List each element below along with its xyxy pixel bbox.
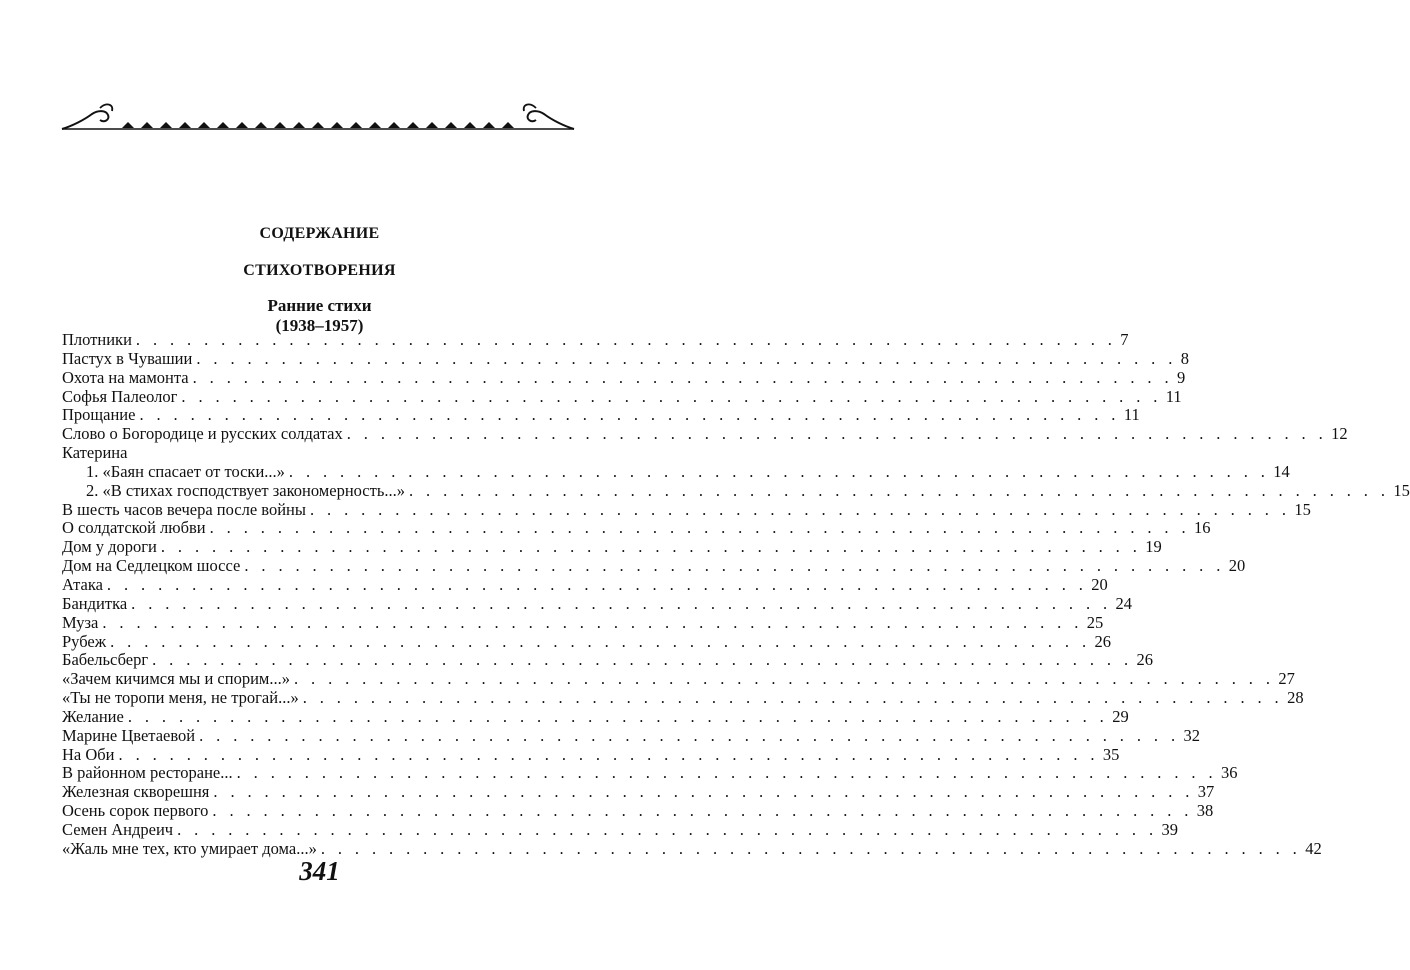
toc-entry[interactable]: «Зачем кичимся мы и спорим...» . . . . . . . . . . . . . . . . . . . . . . . . . . . . . . . . . . . . . . . . . . . . . . . . . . . . . . . . . . 27 (62, 669, 1295, 689)
toc-entry-title: Рубеж (62, 631, 107, 651)
toc-entry-title: 1. «Баян спасает от тоски...» (86, 461, 285, 481)
toc-entry-title: Бабельсберг (62, 650, 149, 670)
toc-entry-page: 25 (1086, 612, 1104, 632)
toc-entry-page: 26 (1094, 631, 1111, 651)
toc-entry-title: Слово о Богородице и русских солдатах (62, 424, 343, 444)
toc-entry[interactable]: «Жаль мне тех, кто умирает дома...» . . . . . . . . . . . . . . . . . . . . . . . . . . . . . . . . . . . . . . . . . . . . . . . . . . . . . . . . . . 42 (62, 838, 1322, 858)
ornament-divider (62, 100, 574, 136)
toc-entry[interactable]: 1. «Баян спасает от тоски...» . . . . . . . . . . . . . . . . . . . . . . . . . . . . . . . . . . . . . . . . . . . . . . . . . . . . . . . . . . 14 (62, 463, 534, 482)
toc-entry-page: 20 (1228, 556, 1246, 576)
toc-entry-title: Катерина (62, 443, 128, 463)
toc-entry-title: 2. «В стихах господствует закономерность...» (86, 480, 405, 500)
toc-entry[interactable]: 2. «В стихах господствует закономерность...» . . . . . . . . . . . . . . . . . . . . . . . . . . . . . . . . . . . . . . . . . . . . . . . . . . . . . . . . . . 15 (62, 482, 534, 501)
toc-entry[interactable]: Осень сорок первого . . . . . . . . . . . . . . . . . . . . . . . . . . . . . . . . . . . . . . . . . . . . . . . . . . . . . . . . . . 38 (62, 801, 1214, 821)
toc-entry-title: Атака (62, 574, 103, 594)
toc-entry[interactable]: Дом у дороги . . . . . . . . . . . . . . . . . . . . . . . . . . . . . . . . . . . . . . . . . . . . . . . . . . . . . . . . . . 19 (62, 537, 1162, 557)
toc-entry[interactable]: Пастух в Чувашии . . . . . . . . . . . . . . . . . . . . . . . . . . . . . . . . . . . . . . . . . . . . . . . . . . . . . . . . . . 8 (62, 348, 1189, 368)
toc-entry-title: «Зачем кичимся мы и спорим...» (62, 669, 290, 689)
subsection-title: Ранние стихи (267, 296, 372, 315)
toc-entry-page: 42 (1305, 838, 1322, 858)
toc-entry-title: Софья Палеолог (62, 386, 178, 406)
toc-entry-title: Прощание (62, 405, 136, 425)
toc-entry[interactable]: Муза . . . . . . . . . . . . . . . . . . . . . . . . . . . . . . . . . . . . . . . . . . . . . . . . . . . . . . . . . . 25 (62, 612, 1104, 632)
toc-group-heading (62, 444, 534, 463)
page-number: 341 (299, 856, 340, 886)
toc-entry[interactable]: Софья Палеолог . . . . . . . . . . . . . . . . . . . . . . . . . . . . . . . . . . . . . . . . . . . . . . . . . . . . . . . . . . 11 (62, 386, 1182, 406)
toc-entry-page: 15 (1393, 480, 1410, 500)
toc-entry-page: 14 (1273, 461, 1290, 481)
toc-entry-page: 7 (1120, 330, 1129, 349)
toc-entry[interactable]: «Ты не торопи меня, не трогай...» . . . . . . . . . . . . . . . . . . . . . . . . . . . . . . . . . . . . . . . . . . . . . . . . . . . . . . . . . . 28 (62, 688, 1304, 708)
toc-entry-title: Желание (62, 706, 124, 726)
toc-entry[interactable]: Марине Цветаевой . . . . . . . . . . . . . . . . . . . . . . . . . . . . . . . . . . . . . . . . . . . . . . . . . . . . . . . . . . 32 (62, 725, 1200, 745)
toc-entry-page: 24 (1115, 593, 1133, 613)
toc-entry-page: 19 (1145, 537, 1162, 557)
toc-entry-page: 20 (1091, 574, 1108, 594)
toc-entry-title: В шесть часов вечера после войны (62, 499, 306, 519)
toc-entry-page: 26 (1136, 650, 1153, 670)
toc-entry[interactable]: В шесть часов вечера после войны . . . . . . . . . . . . . . . . . . . . . . . . . . . . . . . . . . . . . . . . . . . . . . . . . . . . . . . . . . 15 (62, 499, 1311, 519)
toc-entry[interactable]: Желание . . . . . . . . . . . . . . . . . . . . . . . . . . . . . . . . . . . . . . . . . . . . . . . . . . . . . . . . . . 29 (62, 706, 1129, 726)
toc-entry-page: 11 (1165, 386, 1182, 406)
section-heading: СТИХОТВОРЕНИЯ (243, 262, 396, 279)
toc-entry-page: 15 (1294, 499, 1311, 519)
toc-list (62, 330, 1410, 859)
toc-entry-title: В районном ресторане... (62, 763, 233, 783)
toc-entry-title: Муза (62, 612, 99, 632)
toc-entry[interactable]: Бабельсберг . . . . . . . . . . . . . . . . . . . . . . . . . . . . . . . . . . . . . . . . . . . . . . . . . . . . . . . . . . 26 (62, 650, 1153, 670)
toc-entry[interactable]: Прощание . . . . . . . . . . . . . . . . . . . . . . . . . . . . . . . . . . . . . . . . . . . . . . . . . . . . . . . . . . 11 (62, 405, 1140, 425)
toc-entry-title: Семен Андреич (62, 819, 174, 839)
toc-entry-page: 39 (1161, 819, 1178, 839)
toc-entry-page: 32 (1183, 725, 1200, 745)
toc-entry-title: О солдатской любви (62, 518, 206, 538)
toc-entry[interactable]: Атака . . . . . . . . . . . . . . . . . . . . . . . . . . . . . . . . . . . . . . . . . . . . . . . . . . . . . . . . . . 20 (62, 574, 1108, 594)
toc-entry-title: Бандитка (62, 593, 128, 613)
toc-entry-title: «Жаль мне тех, кто умирает дома...» (62, 838, 317, 858)
toc-entry-page: 36 (1220, 763, 1238, 783)
toc-entry-page: 8 (1180, 348, 1189, 368)
toc-entry-page: 16 (1194, 518, 1211, 538)
toc-entry[interactable]: Охота на мамонта . . . . . . . . . . . . . . . . . . . . . . . . . . . . . . . . . . . . . . . . . . . . . . . . . . . . . . . . . . 9 (62, 367, 1186, 387)
toc-entry-page: 38 (1196, 801, 1214, 821)
toc-entry-page: 35 (1102, 744, 1120, 764)
toc-entry-title: Охота на мамонта (62, 367, 189, 387)
toc-entry-page: 9 (1177, 367, 1186, 387)
toc-entry-title: Дом у дороги (62, 537, 157, 557)
toc-entry-title: Плотники (62, 330, 132, 349)
toc-entry-title: Железная скворешня (62, 782, 210, 802)
toc-entry-title: На Оби (62, 744, 115, 764)
toc-entry-page: 11 (1123, 405, 1140, 425)
toc-entry-page: 27 (1278, 669, 1295, 689)
toc-entry-page: 28 (1287, 688, 1304, 708)
toc-entry[interactable]: О солдатской любви . . . . . . . . . . . . . . . . . . . . . . . . . . . . . . . . . . . . . . . . . . . . . . . . . . . . . . . . . . 16 (62, 518, 1211, 538)
toc-entry-page: 29 (1112, 706, 1129, 726)
toc-entry-title: «Ты не торопи меня, не трогай...» (62, 688, 299, 708)
toc-entry[interactable]: Бандитка . . . . . . . . . . . . . . . . . . . . . . . . . . . . . . . . . . . . . . . . . . . . . . . . . . . . . . . . . . 24 (62, 593, 1133, 613)
toc-entry-title: Пастух в Чувашии (62, 348, 193, 368)
toc-entry[interactable]: Дом на Седлецком шоссе . . . . . . . . . . . . . . . . . . . . . . . . . . . . . . . . . . . . . . . . . . . . . . . . . . . . . . . . . . 20 (62, 556, 1246, 576)
contents-heading: СОДЕРЖАНИЕ (259, 225, 380, 242)
toc-entry-title: Дом на Седлецком шоссе (62, 556, 241, 576)
toc-entry-title: Марине Цветаевой (62, 725, 196, 745)
toc-entry-title: Осень сорок первого (62, 801, 209, 821)
toc-entry[interactable]: Слово о Богородице и русских солдатах . . . . . . . . . . . . . . . . . . . . . . . . . . . . . . . . . . . . . . . . . . . . . . . . . . . . . . . . . . 12 (62, 424, 1348, 444)
toc-entry[interactable]: Семен Андреич . . . . . . . . . . . . . . . . . . . . . . . . . . . . . . . . . . . . . . . . . . . . . . . . . . . . . . . . . . 39 (62, 819, 1178, 839)
toc-entry[interactable]: Железная скворешня . . . . . . . . . . . . . . . . . . . . . . . . . . . . . . . . . . . . . . . . . . . . . . . . . . . . . . . . . . 37 (62, 782, 1215, 802)
toc-entry-page: 12 (1331, 424, 1348, 444)
toc-entry[interactable]: На Оби . . . . . . . . . . . . . . . . . . . . . . . . . . . . . . . . . . . . . . . . . . . . . . . . . . . . . . . . . . 35 (62, 744, 1120, 764)
toc-entry[interactable]: Плотники . . . . . . . . . . . . . . . . . . . . . . . . . . . . . . . . . . . . . . . . . . . . . . . . . . . . . . . . . . 7 (62, 330, 1129, 349)
toc-entry-page: 37 (1197, 782, 1215, 802)
toc-entry[interactable]: Рубеж . . . . . . . . . . . . . . . . . . . . . . . . . . . . . . . . . . . . . . . . . . . . . . . . . . . . . . . . . . 26 (62, 631, 1111, 651)
toc-entry[interactable]: В районном ресторане... . . . . . . . . . . . . . . . . . . . . . . . . . . . . . . . . . . . . . . . . . . . . . . . . . . . . . . . . . . 36 (62, 763, 1238, 783)
subsection-years: (1938–1957) (275, 316, 364, 335)
